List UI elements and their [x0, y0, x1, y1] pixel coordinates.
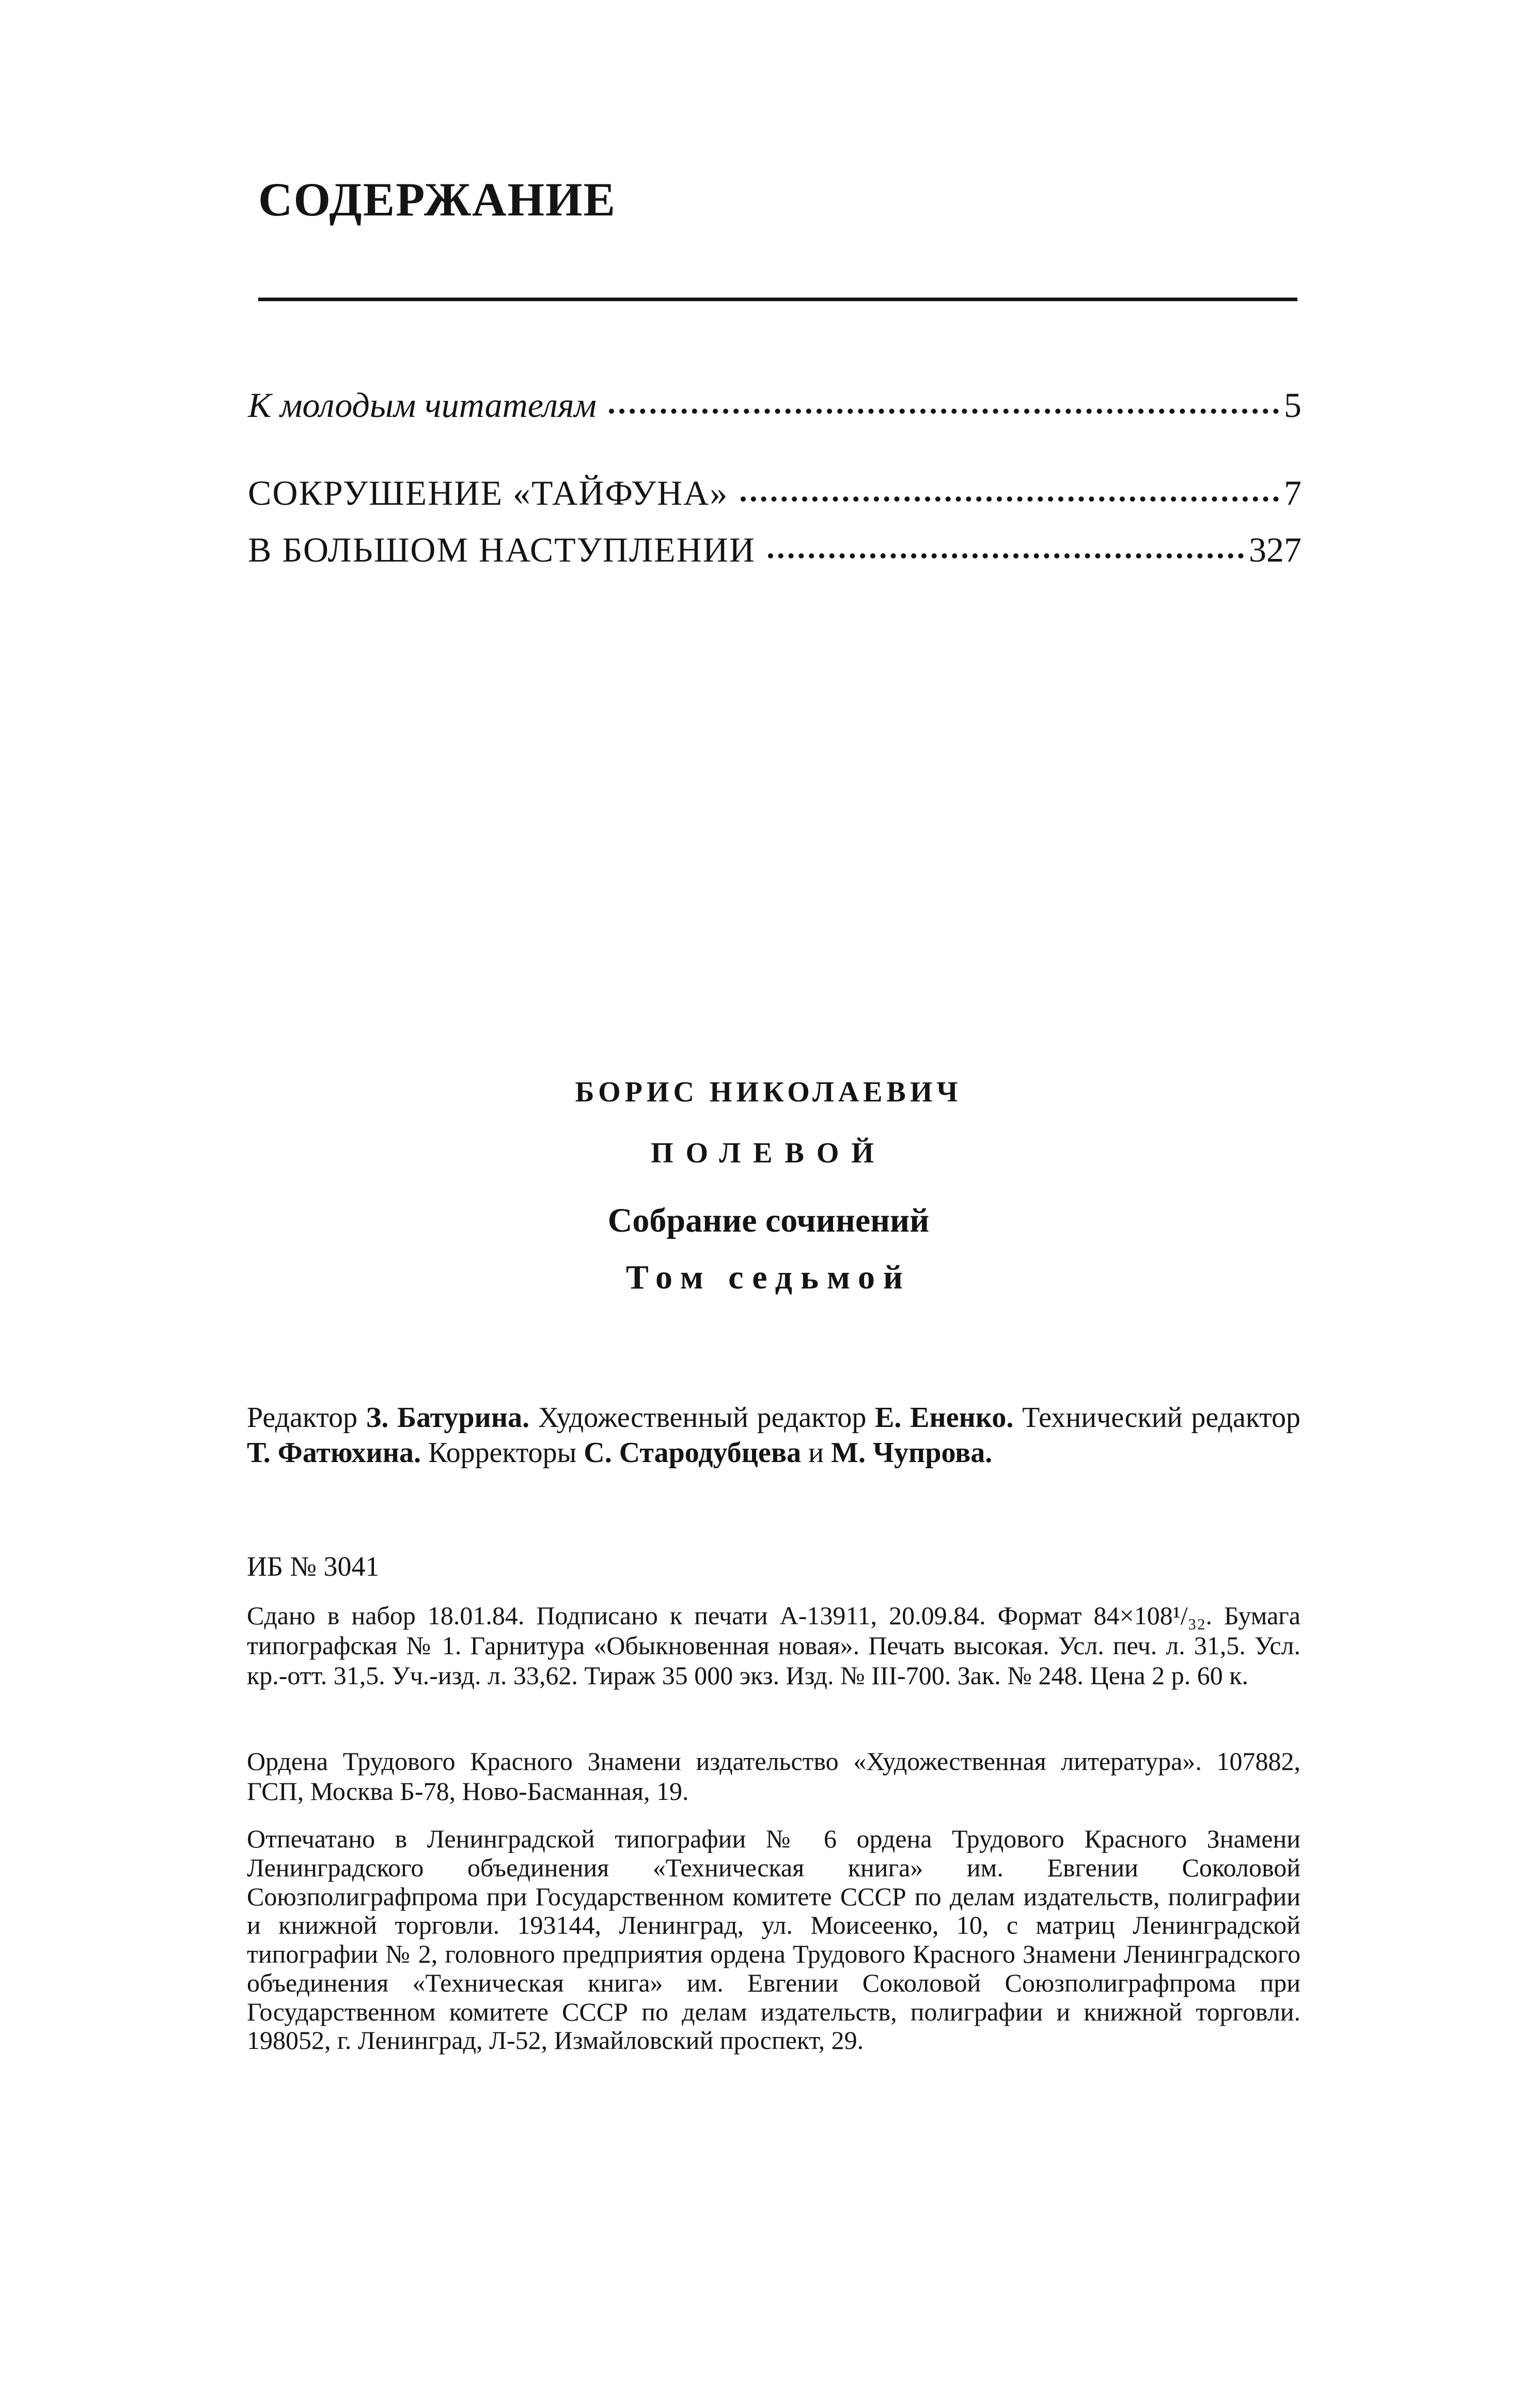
toc-entry-typhoon[interactable] — [248, 475, 1301, 510]
toc-entry-page: 7 — [1284, 473, 1301, 512]
author-name: БОРИС НИКОЛАЕВИЧ — [575, 1076, 962, 1108]
proofreaders-and: и — [808, 1437, 824, 1469]
printer-info: Отпечатано в Ленинградской типографии № 6 ордена Трудового Красного Знамени Ленинградского объединения «Техническая книга» им. Евгении Соколовой Союзполиграфпрома при Государственном комитете СССР по делам издательств, полиграфии и книжной торговли. 193144, Ленинград, ул. Моисеенко, 10, с матриц Ленинградской типографии № 2, головного предприятия ордена Трудового Красного Знамени Ленинградского объединения «Техническая книга» им. Евгении Соколовой Союзполиграфпрома при Государственном комитете СССР по делам издательств, полиграфии и книжной торговли. 198052, г. Ленинград, Л-52, Измайловский проспект, 29. — [247, 1824, 1300, 2055]
toc-entry-young-readers[interactable] — [248, 387, 1301, 423]
ib-number: ИБ № 3041 — [247, 1551, 380, 1582]
toc-entry-title: СОКРУШЕНИЕ «ТАЙФУНА» — [248, 473, 729, 512]
proofreaders-label: Корректоры — [428, 1437, 577, 1469]
proofreader-name-1: С. Стародубцева — [584, 1437, 802, 1469]
editor-label: Редактор — [247, 1402, 358, 1434]
editor-name: З. Батурина. — [366, 1402, 530, 1434]
heading-rule — [258, 298, 1297, 301]
toc-dot-leader — [741, 496, 1279, 502]
toc-entry-page: 327 — [1249, 530, 1301, 569]
toc-entry-title: В БОЛЬШОМ НАСТУПЛЕНИИ — [248, 530, 756, 569]
volume-title: Том седьмой — [625, 1259, 912, 1296]
art-editor-label: Художественный редактор — [538, 1402, 867, 1434]
series-title: Собрание сочинений — [607, 1202, 930, 1239]
toc-dot-leader — [768, 553, 1244, 558]
tech-editor-name: Т. Фатюхина. — [247, 1437, 421, 1469]
toc-entry-offensive[interactable] — [248, 532, 1301, 567]
toc-dot-leader — [609, 409, 1279, 414]
tech-editor-label: Технический редактор — [1022, 1402, 1301, 1434]
publisher-info: Ордена Трудового Красного Знамени издательство «Художественная литература». 107882, ГСП, Москва Б-78, Ново-Басманная, 19. — [247, 1747, 1300, 1806]
print-specs: Сдано в набор 18.01.84. Подписано к печати А-13911, 20.09.84. Формат 84×108¹/₃₂. Бумага типографская № 1. Гарнитура «Обыкновенная новая». Печать высокая. Усл. печ. л. 31,5. Усл. кр.-отт. 31,5. Уч.-изд. л. 33,62. Тираж 35 000 экз. Изд. № III-700. Зак. № 248. Цена 2 р. 60 к. — [247, 1601, 1300, 1690]
toc-entry-title: К молодым читателям — [248, 385, 597, 425]
art-editor-name: Е. Ененко. — [875, 1402, 1014, 1434]
author-surname: ПОЛЕВОЙ — [651, 1137, 886, 1169]
contents-heading: СОДЕРЖАНИЕ — [258, 173, 616, 226]
editors-credits — [247, 1400, 1300, 1471]
proofreader-name-2: М. Чупрова. — [831, 1437, 993, 1469]
toc-entry-page: 5 — [1284, 385, 1301, 425]
